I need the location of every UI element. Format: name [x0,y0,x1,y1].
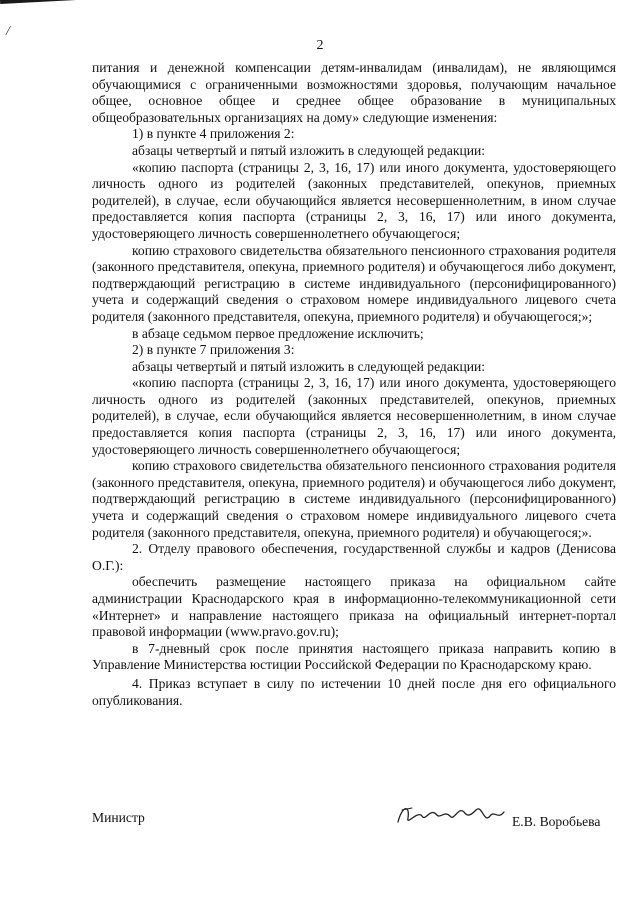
page-number: 2 [316,38,324,53]
handwritten-signature [392,796,512,832]
paragraph-edit-instruction: абзацы четвертый и пятый изложить в следующей редакции: [132,142,486,158]
paragraph-item-2: 2) в пункте 7 приложения 3: [132,342,295,358]
paragraph-insurance-certificate-2: копию страхового свидетельства обязательного пенсионного страхования родителя (законного представителя, опекуна, приемного родителя) и обучающегося либо документ, подтверждающий регистрацию в системе индивидуального (персонифицированного) учета и содержащий сведения о страховом номере индивидуального лицевого счета родителя (законного представителя, опекуна, приемного родителя) и обучающегося;». [92,458,616,540]
paragraph-legal-department: 2. Отделу правового обеспечения, государственной службы и кадров (Денисова О.Г.): [92,541,616,573]
document-body [92,60,616,709]
paragraph-insurance-certificate: копию страхового свидетельства обязательного пенсионного страхования родителя (законного представителя, опекуна, приемного родителя) и обучающегося либо документ, подтверждающий регистрацию в системе индивидуального (персонифицированного) учета и содержащий сведения о страховом номере индивидуального лицевого счета родителя (законного представителя, опекуна, приемного родителя) и обучающегося;»; [92,242,616,324]
paragraph-item-1: 1) в пункте 4 приложения 2: [132,126,295,142]
paragraph-passport-copy: «копию паспорта (страницы 2, 3, 16, 17) или иного документа, удостоверяющего личность одного из родителей (законных представителей, опекунов, приемных родителей), в случае, если обучающийся является несовершеннолетним, в ином случае предоставляется копия паспорта (страницы 2, 3, 16, 17) или иного документа, удостоверяющего личность совершеннолетнего обучающегося; [92,159,616,241]
paragraph-publish-site: обеспечить размещение настоящего приказа на официальном сайте администрации Краснодарского края в информационно-телекоммуникационной сети «Интернет» и направление настоящего приказа на официальный интернет-портал правовой информации (www.pravo.gov.ru); [92,574,616,640]
paragraph-delete-sentence: в абзаце седьмом первое предложение исключить; [132,325,424,341]
paragraph-edit-instruction-2: абзацы четвертый и пятый изложить в следующей редакции: [132,358,486,374]
paragraph-send-copy: в 7-дневный срок после принятия настоящего приказа направить копию в Управление Министерства юстиции Российской Федерации по Краснодарскому краю. [92,640,616,673]
paragraph-passport-copy-2: «копию паспорта (страницы 2, 3, 16, 17) или иного документа, удостоверяющего личность одного из родителей (законных представителей, опекунов, приемных родителей), в случае, если обучающийся является несовершеннолетним, в ином случае предоставляется копия паспорта (страницы 2, 3, 16, 17) или иного документа, удостоверяющего личность совершеннолетнего обучающегося; [92,375,616,457]
corner-mark: / [6,24,10,39]
paragraph-continuation: питания и денежной компенсации детям-инвалидам (инвалидам), не являющимся обучающимися с ограниченными возможностями здоровья, получающим начальное общее, основное общее и среднее общее образование в муниципальных общеобразовательных организациях на дому» следующие изменения: [92,60,616,125]
signatory-title: Министр [92,810,145,825]
top-edge-stroke [0,0,200,4]
signatory-name: Е.В. Воробьева [512,814,601,829]
paragraph-effective-date: 4. Приказ вступает в силу по истечении 10 дней после дня его официального опубликования. [92,675,616,708]
signature-block [92,810,632,840]
